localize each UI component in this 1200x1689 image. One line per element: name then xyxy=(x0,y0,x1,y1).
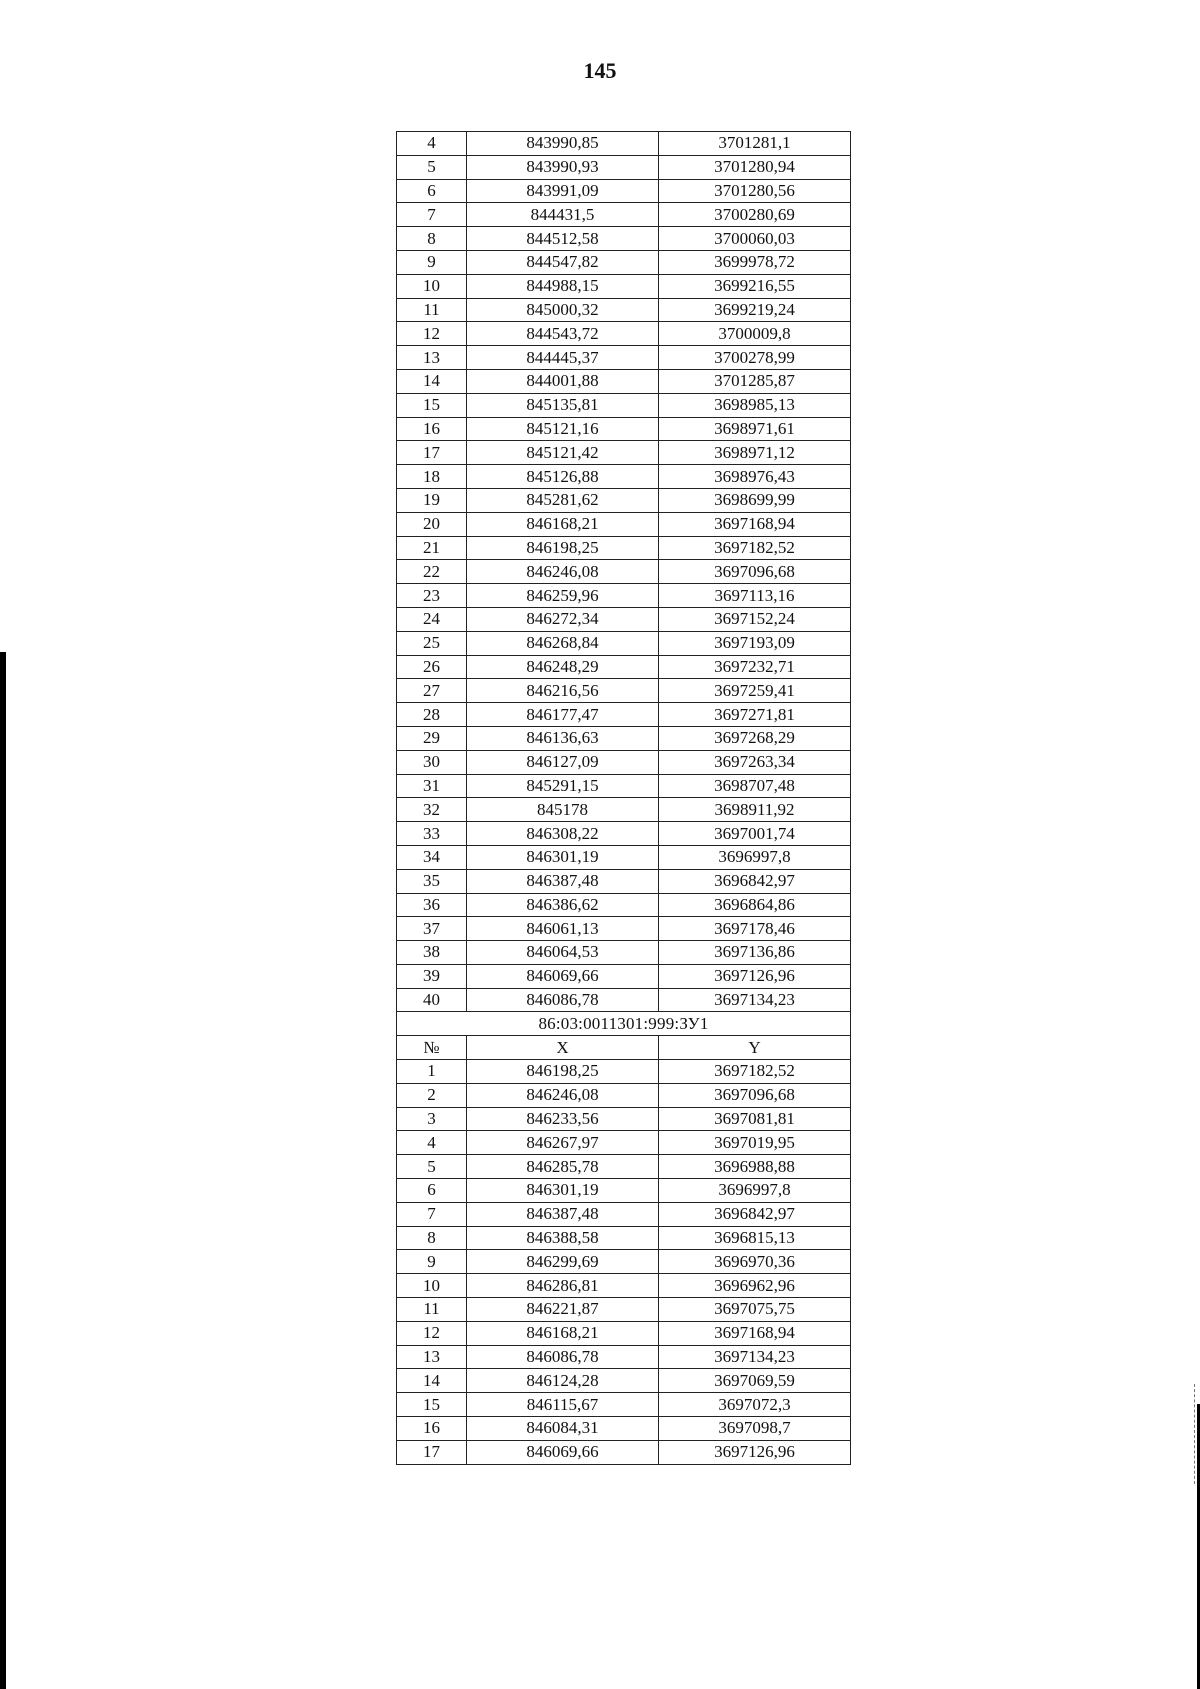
x-coordinate-cell: 846246,08 xyxy=(467,560,659,584)
table-row xyxy=(397,346,851,370)
point-number-cell: 17 xyxy=(397,441,467,465)
point-number-cell: 24 xyxy=(397,607,467,631)
table-row xyxy=(397,1202,851,1226)
scan-edge-left xyxy=(0,652,6,1689)
section-header-row xyxy=(397,1036,851,1060)
x-coordinate-cell: 846168,21 xyxy=(467,1321,659,1345)
point-number-cell: 3 xyxy=(397,1107,467,1131)
x-coordinate-cell: 846069,66 xyxy=(467,1440,659,1464)
y-coordinate-cell: 3701280,56 xyxy=(659,179,851,203)
x-coordinate-cell: 846084,31 xyxy=(467,1417,659,1441)
y-coordinate-cell: 3697193,09 xyxy=(659,631,851,655)
x-coordinate-cell: 846301,19 xyxy=(467,845,659,869)
point-number-cell: 20 xyxy=(397,512,467,536)
x-coordinate-cell: 845121,16 xyxy=(467,417,659,441)
x-coordinate-cell: 844445,37 xyxy=(467,346,659,370)
x-coordinate-cell: 846272,34 xyxy=(467,607,659,631)
table-row xyxy=(397,369,851,393)
x-coordinate-cell: 844988,15 xyxy=(467,274,659,298)
y-coordinate-cell: 3697263,34 xyxy=(659,750,851,774)
x-coordinate-cell: 846387,48 xyxy=(467,869,659,893)
table-row xyxy=(397,750,851,774)
header-num: № xyxy=(397,1036,467,1060)
table-row xyxy=(397,703,851,727)
y-coordinate-cell: 3696970,36 xyxy=(659,1250,851,1274)
table-row xyxy=(397,512,851,536)
table-row xyxy=(397,869,851,893)
y-coordinate-cell: 3697182,52 xyxy=(659,536,851,560)
point-number-cell: 9 xyxy=(397,250,467,274)
page-number: 145 xyxy=(583,58,617,83)
point-number-cell: 4 xyxy=(397,132,467,156)
table-row xyxy=(397,322,851,346)
y-coordinate-cell: 3697259,41 xyxy=(659,679,851,703)
x-coordinate-cell: 843991,09 xyxy=(467,179,659,203)
point-number-cell: 16 xyxy=(397,417,467,441)
y-coordinate-cell: 3697268,29 xyxy=(659,726,851,750)
point-number-cell: 6 xyxy=(397,1179,467,1203)
point-number-cell: 17 xyxy=(397,1440,467,1464)
scan-edge-right-dash xyxy=(1194,1384,1196,1484)
y-coordinate-cell: 3699219,24 xyxy=(659,298,851,322)
section-rows xyxy=(397,1060,851,1465)
x-coordinate-cell: 844543,72 xyxy=(467,322,659,346)
x-coordinate-cell: 846168,21 xyxy=(467,512,659,536)
point-number-cell: 36 xyxy=(397,893,467,917)
point-number-cell: 4 xyxy=(397,1131,467,1155)
point-number-cell: 2 xyxy=(397,1083,467,1107)
y-coordinate-cell: 3697113,16 xyxy=(659,584,851,608)
table-row xyxy=(397,988,851,1012)
x-coordinate-cell: 845126,88 xyxy=(467,465,659,489)
y-coordinate-cell: 3697271,81 xyxy=(659,703,851,727)
y-coordinate-cell: 3696842,97 xyxy=(659,1202,851,1226)
point-number-cell: 25 xyxy=(397,631,467,655)
x-coordinate-cell: 845000,32 xyxy=(467,298,659,322)
table-row xyxy=(397,393,851,417)
point-number-cell: 11 xyxy=(397,298,467,322)
point-number-cell: 14 xyxy=(397,1369,467,1393)
point-number-cell: 14 xyxy=(397,369,467,393)
y-coordinate-cell: 3697069,59 xyxy=(659,1369,851,1393)
y-coordinate-cell: 3696815,13 xyxy=(659,1226,851,1250)
table-row xyxy=(397,1440,851,1464)
x-coordinate-cell: 846086,78 xyxy=(467,1345,659,1369)
table-row xyxy=(397,941,851,965)
point-number-cell: 23 xyxy=(397,584,467,608)
table-row xyxy=(397,1298,851,1322)
point-number-cell: 33 xyxy=(397,822,467,846)
top-rows xyxy=(397,132,851,1012)
point-number-cell: 29 xyxy=(397,726,467,750)
table-row xyxy=(397,250,851,274)
x-coordinate-cell: 845291,15 xyxy=(467,774,659,798)
x-coordinate-cell: 846386,62 xyxy=(467,893,659,917)
point-number-cell: 39 xyxy=(397,964,467,988)
table-row xyxy=(397,1345,851,1369)
y-coordinate-cell: 3698976,43 xyxy=(659,465,851,489)
y-coordinate-cell: 3699216,55 xyxy=(659,274,851,298)
table-row xyxy=(397,1226,851,1250)
y-coordinate-cell: 3701281,1 xyxy=(659,132,851,156)
table-row xyxy=(397,964,851,988)
table-row xyxy=(397,1274,851,1298)
table-row xyxy=(397,1131,851,1155)
y-coordinate-cell: 3698699,99 xyxy=(659,488,851,512)
y-coordinate-cell: 3696864,86 xyxy=(659,893,851,917)
y-coordinate-cell: 3699978,72 xyxy=(659,250,851,274)
point-number-cell: 15 xyxy=(397,1393,467,1417)
table-row xyxy=(397,465,851,489)
table-row xyxy=(397,298,851,322)
x-coordinate-cell: 846221,87 xyxy=(467,1298,659,1322)
table-row xyxy=(397,584,851,608)
point-number-cell: 18 xyxy=(397,465,467,489)
table-row xyxy=(397,798,851,822)
table-row xyxy=(397,726,851,750)
table-row xyxy=(397,441,851,465)
point-number-cell: 5 xyxy=(397,155,467,179)
x-coordinate-cell: 846127,09 xyxy=(467,750,659,774)
x-coordinate-cell: 846233,56 xyxy=(467,1107,659,1131)
point-number-cell: 6 xyxy=(397,179,467,203)
x-coordinate-cell: 845121,42 xyxy=(467,441,659,465)
table-row xyxy=(397,1060,851,1084)
table-row xyxy=(397,274,851,298)
x-coordinate-cell: 844512,58 xyxy=(467,227,659,251)
point-number-cell: 27 xyxy=(397,679,467,703)
y-coordinate-cell: 3697019,95 xyxy=(659,1131,851,1155)
y-coordinate-cell: 3697182,52 xyxy=(659,1060,851,1084)
x-coordinate-cell: 846246,08 xyxy=(467,1083,659,1107)
y-coordinate-cell: 3698971,12 xyxy=(659,441,851,465)
x-coordinate-cell: 846286,81 xyxy=(467,1274,659,1298)
table-row xyxy=(397,1369,851,1393)
x-coordinate-cell: 846086,78 xyxy=(467,988,659,1012)
x-coordinate-cell: 846124,28 xyxy=(467,1369,659,1393)
y-coordinate-cell: 3698707,48 xyxy=(659,774,851,798)
point-number-cell: 16 xyxy=(397,1417,467,1441)
table-row xyxy=(397,679,851,703)
table-row xyxy=(397,1393,851,1417)
point-number-cell: 10 xyxy=(397,1274,467,1298)
x-coordinate-cell: 846177,47 xyxy=(467,703,659,727)
x-coordinate-cell: 846061,13 xyxy=(467,917,659,941)
x-coordinate-cell: 846268,84 xyxy=(467,631,659,655)
point-number-cell: 13 xyxy=(397,346,467,370)
x-coordinate-cell: 846069,66 xyxy=(467,964,659,988)
point-number-cell: 8 xyxy=(397,1226,467,1250)
table-row xyxy=(397,488,851,512)
table-row xyxy=(397,655,851,679)
point-number-cell: 32 xyxy=(397,798,467,822)
point-number-cell: 11 xyxy=(397,1298,467,1322)
x-coordinate-cell: 846308,22 xyxy=(467,822,659,846)
y-coordinate-cell: 3697136,86 xyxy=(659,941,851,965)
header-x: X xyxy=(467,1036,659,1060)
y-coordinate-cell: 3696842,97 xyxy=(659,869,851,893)
x-coordinate-cell: 844001,88 xyxy=(467,369,659,393)
table-row xyxy=(397,1250,851,1274)
point-number-cell: 40 xyxy=(397,988,467,1012)
y-coordinate-cell: 3697134,23 xyxy=(659,1345,851,1369)
x-coordinate-cell: 843990,93 xyxy=(467,155,659,179)
x-coordinate-cell: 845178 xyxy=(467,798,659,822)
table-row xyxy=(397,774,851,798)
table-row xyxy=(397,1083,851,1107)
point-number-cell: 13 xyxy=(397,1345,467,1369)
x-coordinate-cell: 846299,69 xyxy=(467,1250,659,1274)
y-coordinate-cell: 3697232,71 xyxy=(659,655,851,679)
point-number-cell: 19 xyxy=(397,488,467,512)
y-coordinate-cell: 3697072,3 xyxy=(659,1393,851,1417)
table-row xyxy=(397,631,851,655)
y-coordinate-cell: 3697126,96 xyxy=(659,1440,851,1464)
table-row xyxy=(397,536,851,560)
x-coordinate-cell: 845281,62 xyxy=(467,488,659,512)
y-coordinate-cell: 3697075,75 xyxy=(659,1298,851,1322)
table-row xyxy=(397,1107,851,1131)
table-row xyxy=(397,179,851,203)
x-coordinate-cell: 843990,85 xyxy=(467,132,659,156)
x-coordinate-cell: 846248,29 xyxy=(467,655,659,679)
point-number-cell: 21 xyxy=(397,536,467,560)
point-number-cell: 34 xyxy=(397,845,467,869)
y-coordinate-cell: 3697001,74 xyxy=(659,822,851,846)
table-row xyxy=(397,893,851,917)
header-y: Y xyxy=(659,1036,851,1060)
x-coordinate-cell: 845135,81 xyxy=(467,393,659,417)
y-coordinate-cell: 3696997,8 xyxy=(659,1179,851,1203)
x-coordinate-cell: 846136,63 xyxy=(467,726,659,750)
table-row xyxy=(397,822,851,846)
section-title-row xyxy=(397,1012,851,1036)
table-row xyxy=(397,155,851,179)
table-row xyxy=(397,1155,851,1179)
y-coordinate-cell: 3697098,7 xyxy=(659,1417,851,1441)
x-coordinate-cell: 846216,56 xyxy=(467,679,659,703)
y-coordinate-cell: 3697134,23 xyxy=(659,988,851,1012)
y-coordinate-cell: 3698911,92 xyxy=(659,798,851,822)
x-coordinate-cell: 846115,67 xyxy=(467,1393,659,1417)
table-row xyxy=(397,417,851,441)
x-coordinate-cell: 846387,48 xyxy=(467,1202,659,1226)
y-coordinate-cell: 3697168,94 xyxy=(659,512,851,536)
point-number-cell: 7 xyxy=(397,1202,467,1226)
point-number-cell: 12 xyxy=(397,322,467,346)
point-number-cell: 22 xyxy=(397,560,467,584)
y-coordinate-cell: 3701280,94 xyxy=(659,155,851,179)
y-coordinate-cell: 3697096,68 xyxy=(659,1083,851,1107)
y-coordinate-cell: 3697081,81 xyxy=(659,1107,851,1131)
x-coordinate-cell: 846198,25 xyxy=(467,1060,659,1084)
point-number-cell: 30 xyxy=(397,750,467,774)
x-coordinate-cell: 846064,53 xyxy=(467,941,659,965)
table-row xyxy=(397,917,851,941)
x-coordinate-cell: 846267,97 xyxy=(467,1131,659,1155)
table-row xyxy=(397,1179,851,1203)
point-number-cell: 5 xyxy=(397,1155,467,1179)
point-number-cell: 37 xyxy=(397,917,467,941)
x-coordinate-cell: 846388,58 xyxy=(467,1226,659,1250)
table-row xyxy=(397,203,851,227)
point-number-cell: 28 xyxy=(397,703,467,727)
point-number-cell: 38 xyxy=(397,941,467,965)
x-coordinate-cell: 846285,78 xyxy=(467,1155,659,1179)
point-number-cell: 7 xyxy=(397,203,467,227)
y-coordinate-cell: 3697168,94 xyxy=(659,1321,851,1345)
y-coordinate-cell: 3697178,46 xyxy=(659,917,851,941)
table-row xyxy=(397,227,851,251)
coordinates-table xyxy=(396,131,851,1465)
table-row xyxy=(397,560,851,584)
x-coordinate-cell: 846259,96 xyxy=(467,584,659,608)
y-coordinate-cell: 3701285,87 xyxy=(659,369,851,393)
point-number-cell: 35 xyxy=(397,869,467,893)
y-coordinate-cell: 3697096,68 xyxy=(659,560,851,584)
y-coordinate-cell: 3697126,96 xyxy=(659,964,851,988)
point-number-cell: 1 xyxy=(397,1060,467,1084)
y-coordinate-cell: 3696988,88 xyxy=(659,1155,851,1179)
y-coordinate-cell: 3698985,13 xyxy=(659,393,851,417)
y-coordinate-cell: 3697152,24 xyxy=(659,607,851,631)
y-coordinate-cell: 3700060,03 xyxy=(659,227,851,251)
section-title: 86:03:0011301:999:ЗУ1 xyxy=(397,1012,851,1036)
y-coordinate-cell: 3700009,8 xyxy=(659,322,851,346)
point-number-cell: 15 xyxy=(397,393,467,417)
y-coordinate-cell: 3700280,69 xyxy=(659,203,851,227)
y-coordinate-cell: 3696997,8 xyxy=(659,845,851,869)
point-number-cell: 10 xyxy=(397,274,467,298)
table-row xyxy=(397,1417,851,1441)
point-number-cell: 26 xyxy=(397,655,467,679)
table-row xyxy=(397,132,851,156)
table-row xyxy=(397,607,851,631)
table-row xyxy=(397,1321,851,1345)
y-coordinate-cell: 3698971,61 xyxy=(659,417,851,441)
point-number-cell: 31 xyxy=(397,774,467,798)
x-coordinate-cell: 846198,25 xyxy=(467,536,659,560)
section-block xyxy=(397,1012,851,1060)
x-coordinate-cell: 846301,19 xyxy=(467,1179,659,1203)
x-coordinate-cell: 844547,82 xyxy=(467,250,659,274)
table-row xyxy=(397,845,851,869)
y-coordinate-cell: 3696962,96 xyxy=(659,1274,851,1298)
x-coordinate-cell: 844431,5 xyxy=(467,203,659,227)
point-number-cell: 9 xyxy=(397,1250,467,1274)
point-number-cell: 8 xyxy=(397,227,467,251)
point-number-cell: 12 xyxy=(397,1321,467,1345)
y-coordinate-cell: 3700278,99 xyxy=(659,346,851,370)
